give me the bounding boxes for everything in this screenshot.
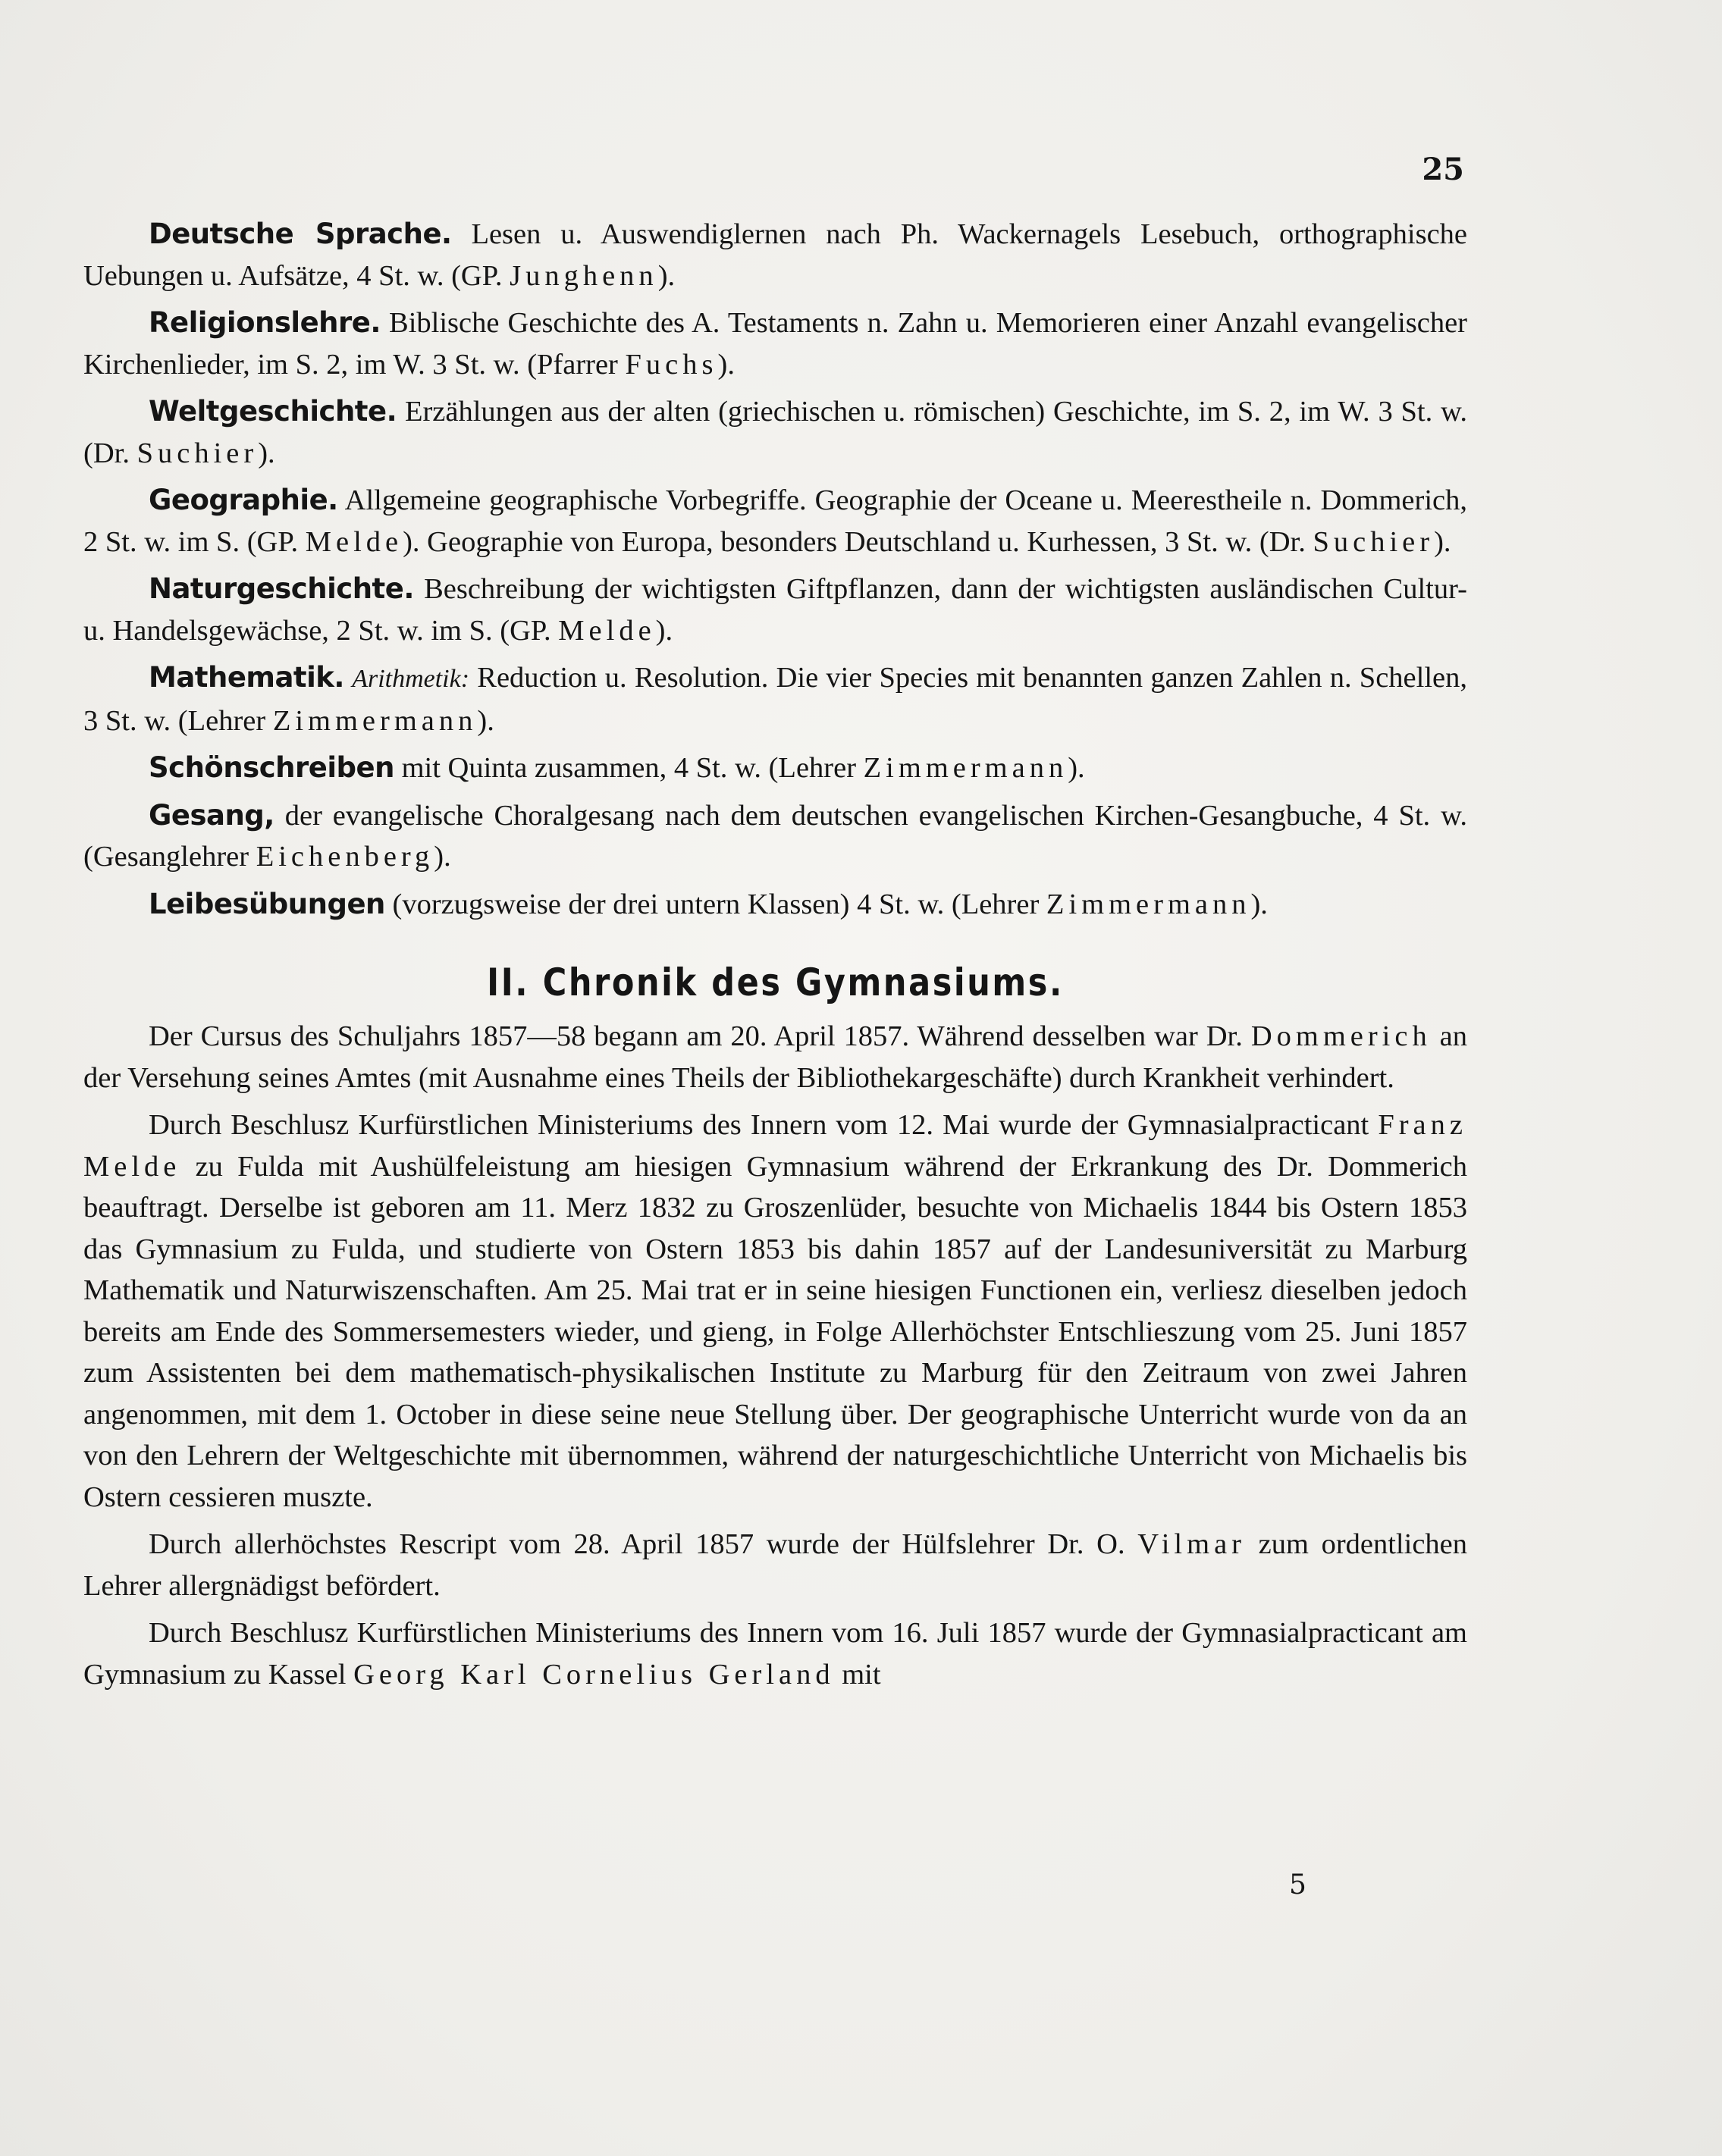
subject-name: Naturgeschichte. <box>149 572 414 605</box>
text-run: ). <box>1250 888 1268 920</box>
text-run: ). <box>1068 752 1085 784</box>
text-run: Der Cursus des Schuljahrs 1857—58 begann am 20. April 1857. Während desselben war Dr. <box>149 1020 1251 1052</box>
curriculum-entry <box>83 747 1467 789</box>
subject-name: Geographie. <box>149 484 338 516</box>
spaced-name: Franz Melde <box>83 1109 1467 1183</box>
subject-name: Leibesübungen <box>149 887 385 920</box>
spaced-name: Melde <box>558 614 656 647</box>
subject-name: Mathematik. <box>149 661 344 694</box>
spaced-name: Zimmermann <box>272 704 478 737</box>
spaced-name: Fuchs <box>625 348 718 381</box>
spaced-name: Dommerich <box>1250 1020 1432 1052</box>
curriculum-entry <box>83 480 1467 563</box>
curriculum-entry <box>83 884 1467 926</box>
text-run: Allgemeine geographische Vorbegriffe. Geographie der Oceane u. Meerestheile n. Dommerich, 2 St. w. im S. (GP. <box>83 484 1467 558</box>
chronicle-paragraph <box>83 1612 1467 1695</box>
curriculum-list <box>83 214 1467 925</box>
spaced-name: Suchier <box>136 437 259 469</box>
text-run: zu Fulda mit Aushülfeleistung am hiesigen Gymnasium während der Erkrankung des Dr. Dommerich beauftragt. Derselbe ist geboren am 11. Merz 1832 zu Groszenlüder, besuchte von Michaelis 1844 bis Ostern 1853 das Gymnasium zu Fulda, und studierte von Ostern 1853 bis dahin 1857 auf der Landesuniversität zu Marburg Mathematik und Naturwiszenschaften. Am 25. Mai trat er in seine hiesigen Functionen ein, verliesz dieselben jedoch bereits am Ende des Sommersemesters wieder, und gieng, in Folge Allerhöchster Entschlieszung vom 25. Juni 1857 zum Assistenten bei dem mathematisch-physikalischen Institute zu Marburg für den Zeitraum von zwei Jahren angenommen, mit dem 1. October in diese seine neue Stellung über. Der geographische Unterricht wurde von da an von den Lehrern der Weltgeschichte mit übernommen, während der naturgeschichtliche Unterricht von Michaelis bis Ostern cessieren muszte. <box>83 1150 1467 1513</box>
curriculum-entry <box>83 214 1467 296</box>
text-run: Durch Beschlusz Kurfürstlichen Ministeriums des Innern vom 16. Juli 1857 wurde der Gymnasialpracticant am Gymnasium zu Kassel <box>83 1617 1467 1691</box>
text-run: ). <box>655 614 673 647</box>
curriculum-entry <box>83 569 1467 651</box>
subject-name: Deutsche Sprache. <box>149 218 452 250</box>
text-run: mit <box>834 1658 881 1691</box>
text-run: (vorzugsweise der drei untern Klassen) 4 St. w. (Lehrer <box>384 888 1046 920</box>
text-run: Reduction u. Resolution. Die vier Species mit benannten ganzen Zahlen n. Schellen, 3 St. w. (Lehrer <box>83 662 1467 737</box>
section-heading: II. Chronik des Gymnasiums. <box>487 960 1064 1004</box>
text-run: der evangelische Choralgesang nach dem deutschen evangelischen Kirchen-Gesangbuche, 4 St. w. (Gesanglehrer <box>83 799 1467 873</box>
signature-mark: 5 <box>1289 1869 1306 1901</box>
spaced-name: Eichenberg <box>256 841 434 873</box>
text-run: zum ordentlichen Lehrer allergnädigst befördert. <box>83 1528 1467 1602</box>
curriculum-entry <box>83 391 1467 474</box>
text-run: an der Versehung seines Amtes (mit Ausnahme eines Theils der Bibliothekargeschäfte) durch Krankheit verhindert. <box>83 1020 1467 1094</box>
spaced-name: Georg Karl Cornelius Gerland <box>353 1658 835 1691</box>
text-run: Erzählungen aus der alten (griechischen u. römischen) Geschichte, im S. 2, im W. 3 St. w. (Dr. <box>83 396 1467 469</box>
text-run: Lesen u. Auswendiglernen nach Ph. Wackernagels Lesebuch, orthographische Uebungen u. Aufsätze, 4 St. w. (GP. <box>83 218 1467 292</box>
text-run <box>344 662 352 694</box>
text-run: ). <box>258 437 275 469</box>
spaced-name: Zimmermann <box>1046 888 1251 920</box>
curriculum-entry <box>83 302 1467 385</box>
text-run: ). <box>717 348 735 381</box>
chronicle-paragraph <box>83 1105 1467 1518</box>
text-run: ). <box>657 259 676 292</box>
subject-name: Schönschreiben <box>149 751 394 784</box>
text-run: Durch allerhöchstes Rescript vom 28. April 1857 wurde der Hülfslehrer Dr. O. <box>149 1528 1138 1560</box>
chronicle-paragraph <box>83 1016 1467 1098</box>
subject-name: Weltgeschichte. <box>149 395 397 428</box>
text-run: Durch Beschlusz Kurfürstlichen Ministeriums des Innern vom 12. Mai wurde der Gymnasialpracticant <box>149 1109 1379 1141</box>
chronicle-paragraph <box>83 1524 1467 1606</box>
page-number: 25 <box>1422 152 1464 187</box>
curriculum-entry <box>83 795 1467 878</box>
text-run: ). <box>434 841 451 873</box>
text-run: ). <box>477 704 494 737</box>
spaced-name: Vilmar <box>1137 1528 1246 1560</box>
spaced-name: Suchier <box>1313 525 1435 558</box>
subject-name: Gesang, <box>149 798 274 832</box>
text-run: ). <box>1434 525 1451 558</box>
spaced-name: Melde <box>305 525 403 558</box>
text-run: Beschreibung der wichtigsten Giftpflanzen, dann der wichtigsten ausländischen Cultur- u. Handelsgewächse, 2 St. w. im S. (GP. <box>83 573 1467 647</box>
chronicle-text <box>83 1016 1467 1695</box>
spaced-name: Junghenn <box>510 259 658 292</box>
page-body <box>83 214 1467 1695</box>
text-run: ). Geographie von Europa, besonders Deutschland u. Kurhessen, 3 St. w. (Dr. <box>403 525 1313 558</box>
italic-term: Arithmetik: <box>352 665 470 693</box>
curriculum-entry <box>83 657 1467 741</box>
spaced-name: Zimmermann <box>863 752 1068 784</box>
text-run: mit Quinta zusammen, 4 St. w. (Lehrer <box>394 752 864 784</box>
text-run: Biblische Geschichte des A. Testaments n. Zahn u. Memorieren einer Anzahl evangelischer Kirchenlieder, im S. 2, im W. 3 St. w. (Pfarrer <box>83 307 1467 381</box>
subject-name: Religionslehre. <box>149 306 381 339</box>
